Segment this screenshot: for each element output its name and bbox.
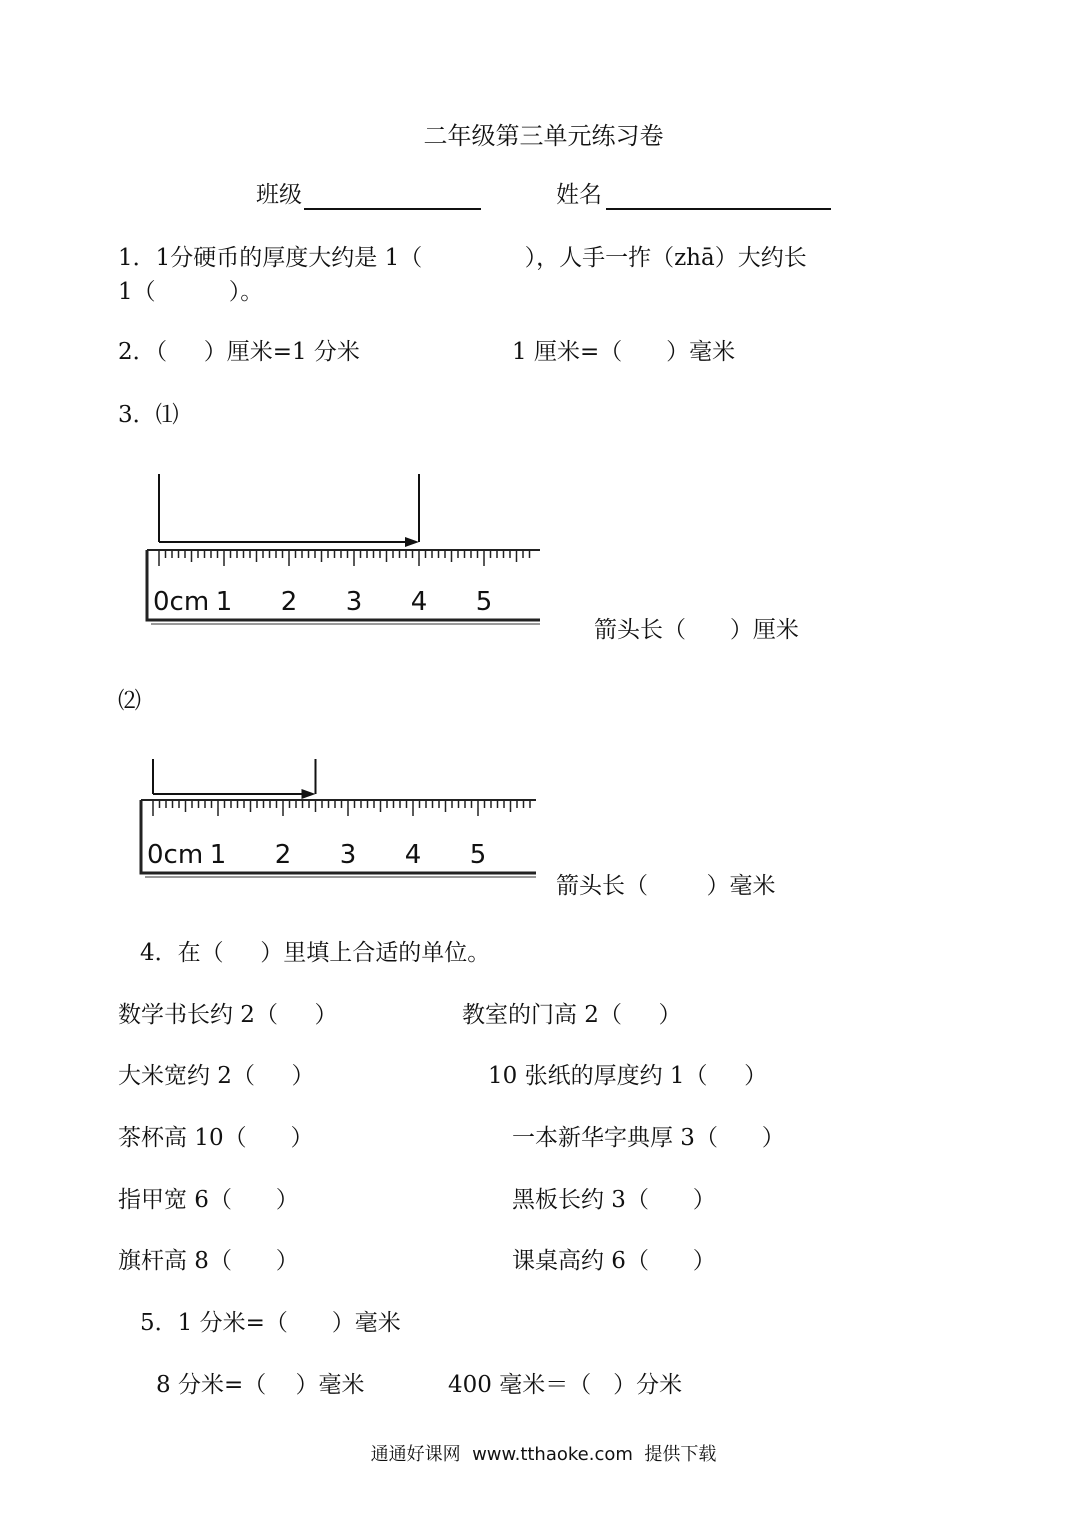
- ruler-figure-2: [126, 755, 546, 890]
- q4-item-right: 教室的门高 2（ ）: [462, 1002, 682, 1028]
- q4-item-left: 茶杯高 10（ ）: [118, 1125, 314, 1151]
- ruler-number-label: 4: [404, 840, 422, 870]
- ruler-number-label: 4: [410, 587, 428, 617]
- q4-item-left: 指甲宽 6（ ）: [118, 1187, 299, 1213]
- q4-item-left: 大米宽约 2（ ）: [118, 1063, 315, 1089]
- q4-title: 4．在（ ）里填上合适的单位。: [140, 940, 491, 966]
- q4-item-right: 一本新华字典厚 3（ ）: [512, 1125, 785, 1151]
- q4-item-left: 旗杆高 8（ ）: [118, 1248, 299, 1274]
- ruler-number-label: 1: [215, 587, 233, 617]
- worksheet-title: 二年级第三单元练习卷: [423, 122, 664, 150]
- q5-line2b: 400 毫米＝（ ）分米: [448, 1372, 683, 1398]
- q5-line2a: 8 分米=（ ）毫米: [156, 1372, 365, 1398]
- q1-line2: 1（ ）。: [118, 279, 264, 305]
- q3-label: 3．⑴: [118, 402, 179, 428]
- ruler-figure-1: [130, 470, 550, 640]
- ruler-number-label: 5: [475, 587, 493, 617]
- ruler-number-label: 1: [209, 840, 227, 870]
- q4-item-left: 数学书长约 2（ ）: [118, 1002, 338, 1028]
- name-label: 姓名: [556, 182, 602, 208]
- name-blank-line: [606, 208, 831, 210]
- ruler-number-label: 2: [274, 840, 292, 870]
- q3-sub2-answer: 箭头长（ ）毫米: [556, 873, 776, 899]
- q2-part1: 2．（ ）厘米=1 分米: [118, 339, 360, 365]
- ruler-number-label: 2: [280, 587, 298, 617]
- ruler-number-label: 3: [339, 840, 357, 870]
- class-blank-line: [304, 208, 481, 210]
- ruler-number-label: 3: [345, 587, 363, 617]
- q5-line1: 5．1 分米=（ ）毫米: [140, 1310, 401, 1336]
- class-label: 班级: [256, 182, 302, 208]
- footer-credit: 通通好课网 www.tthaoke.com 提供下载: [370, 1444, 717, 1465]
- q1-line1: 1．1分硬币的厚度大约是 1（ ），人手一拃（zhā）大约长: [118, 245, 807, 271]
- arrow-head: [302, 789, 316, 799]
- q2-part2: 1 厘米=（ ）毫米: [512, 339, 736, 365]
- ruler-unit-label: 0cm: [147, 840, 204, 870]
- ruler-unit-label: 0cm: [153, 587, 210, 617]
- ruler-number-label: 5: [469, 840, 487, 870]
- q4-item-right: 黑板长约 3（ ）: [512, 1187, 716, 1213]
- q4-item-right: 10 张纸的厚度约 1（ ）: [488, 1063, 768, 1089]
- arrow-head: [405, 537, 419, 547]
- q3-sub1-answer: 箭头长（ ）厘米: [594, 617, 799, 643]
- q3-sub2-label: ⑵: [118, 688, 141, 714]
- q4-item-right: 课桌高约 6（ ）: [512, 1248, 716, 1274]
